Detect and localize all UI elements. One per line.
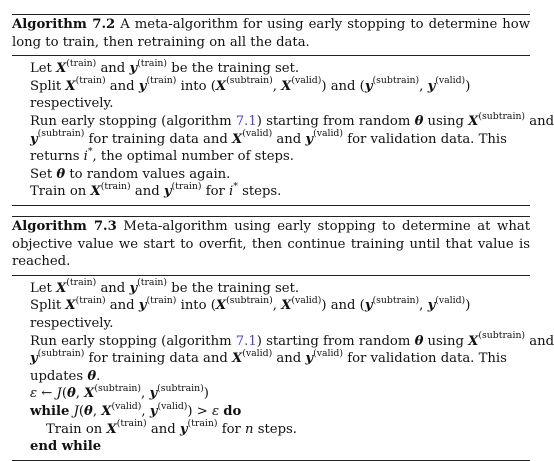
line-split: Split $X^{(train)}$ and $y^{(train)}$ into ($X^{(subtrain)}$, $X^{(valid)}$) and ($y^{(subtrain)}$, $y^{(valid)}$) <box>30 294 471 314</box>
line-returns: returns i*, the optimal number of steps. <box>30 145 294 165</box>
algorithm-body <box>12 56 554 205</box>
algorithm-caption: Meta-algorithm using early stopping to determine at what objective value we start to overfit, then continue training until that value is reached. <box>12 219 530 270</box>
algorithm-caption: A meta-algorithm for using early stopping to determine how long to train, then retraining on all the data. <box>12 17 530 50</box>
line-while: while J(θ, $X^{(valid)}$, $y^{(valid)}) > \varepsilon$ do <box>30 400 242 419</box>
algorithm-7-2 <box>12 14 554 206</box>
line-epsilon: ε ← J(θ, $X^{(subtrain)}$, $y^{(subtrain)}$) <box>30 382 209 402</box>
algorithm-label: Algorithm 7.3 <box>12 219 117 234</box>
line-run: Run early stopping (algorithm 7.1) starting from random θ using $X^{(subtrain)}$ and <box>30 330 554 349</box>
line-train: Train on $X^{(train)}$ and $y^{(train)}$ for n steps. <box>46 418 297 437</box>
line-end-while: end while <box>30 439 102 455</box>
algorithm-label: Algorithm 7.2 <box>12 17 116 32</box>
line-run-cont: $y^{(subtrain)}$ for training data and $X^{(valid)}$ and $y^{(valid)}$ for validation data. This <box>30 347 507 367</box>
line-let: Let $X^{(train)}$ and $y^{(train)}$ be the training set. <box>30 57 300 77</box>
line-split: Split $X^{(train)}$ and $y^{(train)}$ into ($X^{(subtrain)}$, $X^{(valid)}$) and ($y^{(subtrain)}$, $y^{(valid)}$) <box>30 75 471 94</box>
line-let: Let $X^{(train)}$ and $y^{(train)}$ be the training set. <box>30 277 300 296</box>
algorithm-header <box>12 217 530 275</box>
line-run: Run early stopping (algorithm 7.1) starting from random θ using $X^{(subtrain)}$ and <box>30 110 554 129</box>
line-updates: updates θ. <box>30 368 101 384</box>
algorithm-ref-link[interactable]: 7.1 <box>235 113 257 129</box>
line-run-cont: $y^{(subtrain)}$ for training data and $X^{(valid)}$ and $y^{(valid)}$ for validation data. This <box>30 128 507 147</box>
algorithm-ref-link[interactable]: 7.1 <box>235 333 257 349</box>
algorithm-7-3 <box>12 216 554 461</box>
algorithm-body <box>12 276 554 460</box>
line-respectively: respectively. <box>30 315 114 331</box>
bottom-rule <box>12 205 530 206</box>
line-set: Set θ to random values again. <box>30 166 231 182</box>
line-respectively: respectively. <box>30 96 114 112</box>
algorithm-header <box>12 15 530 55</box>
line-train: Train on $X^{(train)}$ and $y^{(train)}$ for i* steps. <box>30 180 282 200</box>
